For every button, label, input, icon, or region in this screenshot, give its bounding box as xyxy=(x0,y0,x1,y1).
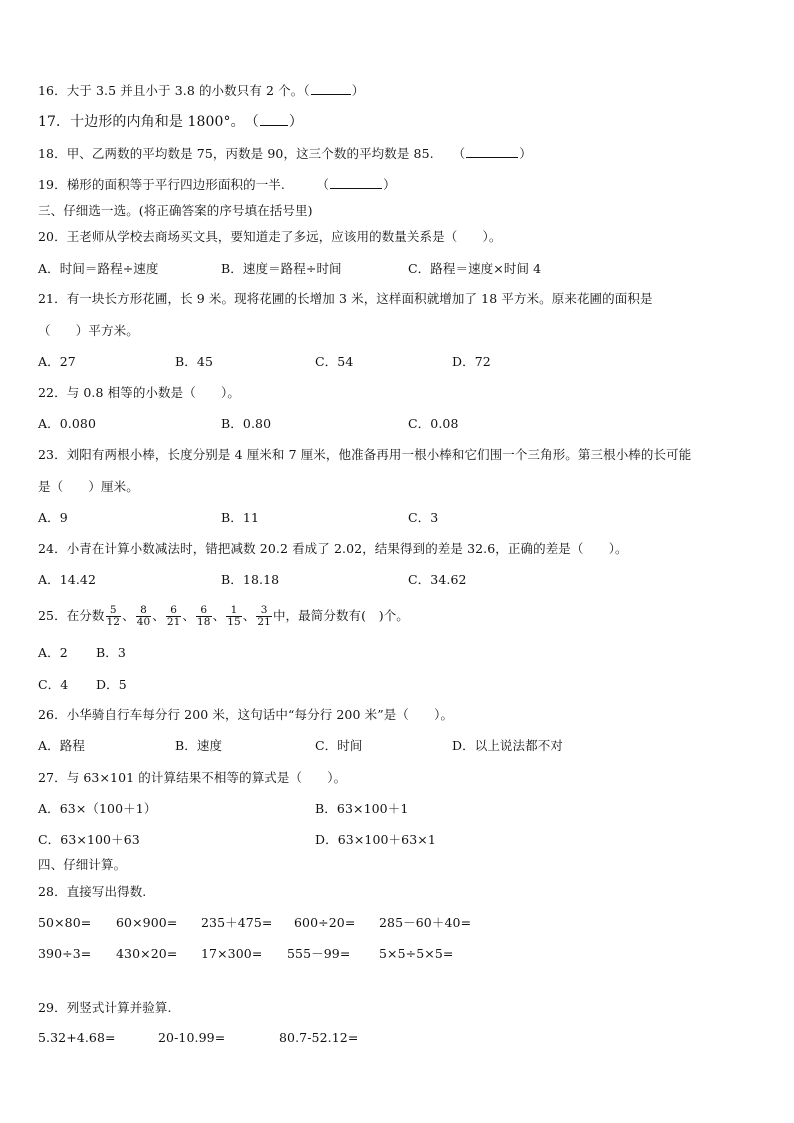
question-26-text: 26．小华骑自行车每分行 200 米，这句话中“每分行 200 米”是（ ）。 xyxy=(38,707,454,722)
fraction-4: $\frac{6}{18}$ xyxy=(197,604,211,628)
option-b[interactable]: B．18.18 xyxy=(221,572,280,587)
answer-blank-17[interactable] xyxy=(260,114,288,126)
question-29-text: 29．列竖式计算并验算. xyxy=(38,1000,172,1015)
option-a[interactable]: A．时间＝路程÷速度 xyxy=(38,261,159,276)
calc-item: 600÷20= xyxy=(294,915,356,930)
option-c[interactable]: C．3 xyxy=(408,510,439,525)
calc-item: 5×5÷5×5= xyxy=(379,946,454,961)
question-23-line1: 23．刘阳有两根小棒，长度分别是 4 厘米和 7 厘米，他准备再用一根小棒和它们围一个三角形。第三根小棒的长可能 xyxy=(38,447,692,462)
option-c[interactable]: C．34.62 xyxy=(408,572,467,587)
option-c[interactable]: C．54 xyxy=(315,354,354,369)
option-b[interactable]: B．63×100＋1 xyxy=(315,801,409,816)
question-27-text: 27．与 63×101 的计算结果不相等的算式是（ ）。 xyxy=(38,770,347,785)
fraction-2: $\frac{8}{40}$ xyxy=(136,604,151,628)
option-a[interactable]: A．14.42 xyxy=(38,572,97,587)
option-a[interactable]: A．0.080 xyxy=(38,416,97,431)
section-3-heading: 三、仔细选一选。(将正确答案的序号填在括号里) xyxy=(38,203,313,218)
question-17-text: 17．十边形的内角和是 1800°。 （ xyxy=(38,114,259,130)
option-d[interactable]: D．72 xyxy=(452,354,491,369)
option-d[interactable]: D．以上说法都不对 xyxy=(452,738,563,753)
calc-item: 390÷3= xyxy=(38,946,92,961)
question-25: 25．在分数 $\frac{5}{12}$ 、 $\frac{8}{40}$ 、 $\frac{6}{21}$ 、 $\frac{6}{18}$ 、 $\frac{1}{15}$ 、 $\frac{3}{21}$ 中，最简分数有( )个。 xyxy=(38,604,409,628)
option-a[interactable]: A．63×（100＋1） xyxy=(38,801,157,816)
calc-item: 80.7-52.12= xyxy=(279,1030,359,1045)
option-a[interactable]: A．27 xyxy=(38,354,76,369)
question-16 xyxy=(38,83,364,99)
question-20-text: 20．王老师从学校去商场买文具，要知道走了多远，应该用的数量关系是（ ）。 xyxy=(38,229,502,244)
calc-item: 235＋475= xyxy=(201,915,273,930)
question-21-line2: （ ）平方米。 xyxy=(38,323,139,338)
option-c[interactable]: C．时间 xyxy=(315,738,363,753)
option-b[interactable]: B．速度 xyxy=(175,738,223,753)
question-18 xyxy=(38,146,532,162)
option-d[interactable]: D．5 xyxy=(96,677,127,692)
question-17-close: ） xyxy=(288,114,304,130)
calc-item: 555－99= xyxy=(287,946,351,961)
question-19-close: ） xyxy=(383,177,396,192)
option-b[interactable]: B．速度＝路程÷时间 xyxy=(221,261,342,276)
calc-item: 20-10.99= xyxy=(158,1030,226,1045)
option-d[interactable]: D．63×100＋63×1 xyxy=(315,832,436,847)
calc-item: 5.32+4.68= xyxy=(38,1030,116,1045)
option-b[interactable]: B．45 xyxy=(175,354,213,369)
option-c[interactable]: C．路程＝速度×时间 4 xyxy=(408,261,542,276)
question-25-prefix: 25．在分数 xyxy=(38,608,105,623)
question-18-text: 18．甲、乙两数的平均数是 75，丙数是 90，这三个数的平均数是 85. （ xyxy=(38,146,466,161)
answer-blank-19[interactable] xyxy=(330,177,382,189)
option-c[interactable]: C．4 xyxy=(38,677,69,692)
question-17 xyxy=(38,114,303,130)
answer-blank-16[interactable] xyxy=(311,83,351,95)
fraction-1: $\frac{5}{12}$ xyxy=(106,604,121,628)
calc-item: 50×80= xyxy=(38,915,92,930)
question-22-text: 22．与 0.8 相等的小数是（ ）。 xyxy=(38,385,240,400)
option-a[interactable]: A．2 xyxy=(38,645,68,660)
question-24-text: 24．小青在计算小数减法时，错把减数 20.2 看成了 2.02，结果得到的差是 32.6，正确的差是（ ）。 xyxy=(38,541,628,556)
fraction-6: $\frac{3}{21}$ xyxy=(257,604,271,628)
answer-blank-18[interactable] xyxy=(466,146,518,158)
question-19-text: 19．梯形的面积等于平行四边形面积的一半. （ xyxy=(38,177,330,192)
calc-item: 60×900= xyxy=(116,915,178,930)
option-a[interactable]: A．9 xyxy=(38,510,68,525)
question-25-suffix: 中，最简分数有( )个。 xyxy=(272,608,409,623)
question-16-close: ） xyxy=(351,83,365,98)
option-c[interactable]: C．0.08 xyxy=(408,416,459,431)
question-18-close: ） xyxy=(519,146,532,161)
option-b[interactable]: B．11 xyxy=(221,510,259,525)
question-28-text: 28．直接写出得数. xyxy=(38,884,147,899)
calc-item: 430×20= xyxy=(116,946,178,961)
option-c[interactable]: C．63×100＋63 xyxy=(38,832,140,847)
question-23-line2: 是（ ）厘米。 xyxy=(38,479,139,494)
question-21-line1: 21．有一块长方形花圃，长 9 米。现将花圃的长增加 3 米，这样面积就增加了 18 平方米。原来花圃的面积是 xyxy=(38,291,653,306)
question-19 xyxy=(38,177,396,193)
option-b[interactable]: B．3 xyxy=(96,645,126,660)
option-a[interactable]: A．路程 xyxy=(38,738,85,753)
fraction-5: $\frac{1}{15}$ xyxy=(227,604,241,628)
calc-item: 285－60＋40= xyxy=(379,915,472,930)
section-4-heading: 四、仔细计算。 xyxy=(38,857,127,872)
fraction-3: $\frac{6}{21}$ xyxy=(166,604,181,628)
option-b[interactable]: B．0.80 xyxy=(221,416,272,431)
question-16-text: 16．大于 3.5 并且小于 3.8 的小数只有 2 个。（ xyxy=(38,83,310,98)
calc-item: 17×300= xyxy=(201,946,263,961)
